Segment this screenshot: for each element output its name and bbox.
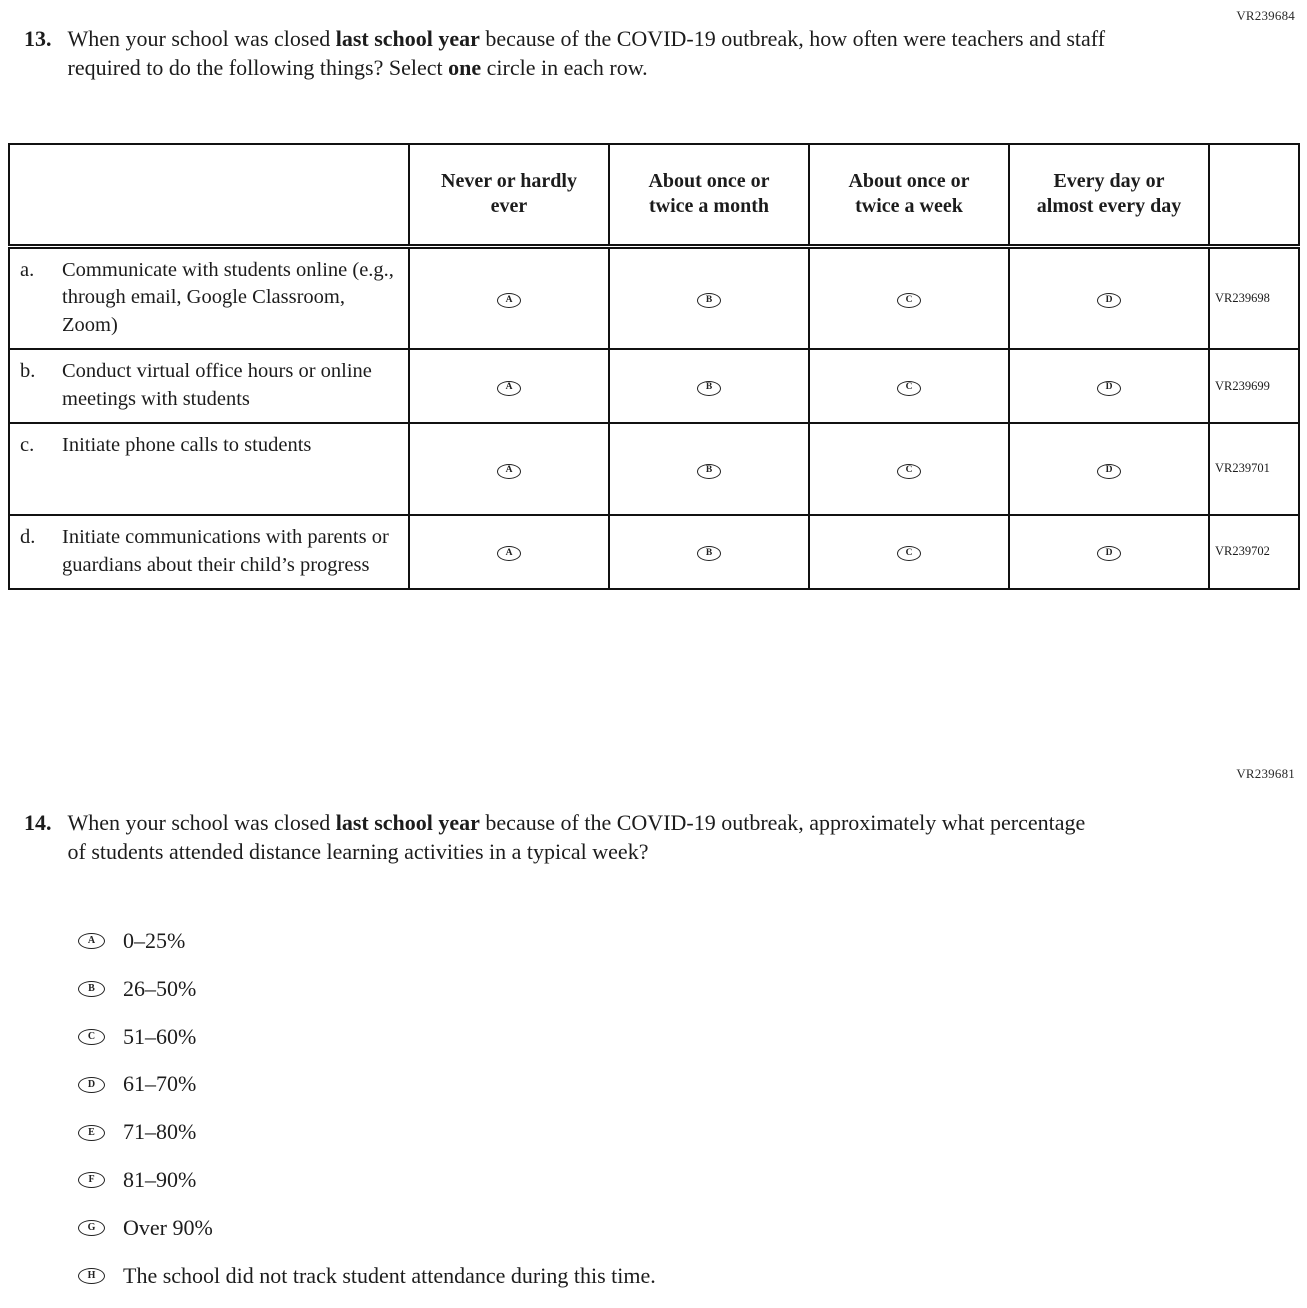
response-bubble-b[interactable] <box>697 546 721 561</box>
response-bubble-d[interactable] <box>1097 464 1121 479</box>
bubble-letter: A <box>505 294 513 305</box>
matrix-cell-c <box>809 515 1009 589</box>
question-14-text: When your school was closed last school year because of the COVID-19 outbreak, approximately what percentage of students attended distance learning activities in a typical week? <box>67 810 1086 865</box>
bubble-letter: C <box>905 465 913 476</box>
column-header-never-hardly-ever: Never or hardly ever <box>409 144 609 246</box>
bubble-letter: C <box>87 1030 96 1042</box>
response-bubble-b[interactable] <box>697 464 721 479</box>
matrix-header-code-column <box>1209 144 1299 246</box>
question-13-text: When your school was closed last school year because of the COVID-19 outbreak, how often were teachers and staff required to do the following things? Select one circle in each row. <box>67 26 1106 81</box>
answer-option-label: The school did not track student attendance during this time. <box>123 1262 656 1288</box>
bubble-letter: B <box>705 294 713 305</box>
bubble-letter: C <box>905 382 913 393</box>
matrix-cell-a <box>409 423 609 515</box>
response-bubble-b[interactable] <box>697 293 721 308</box>
answer-option <box>78 926 656 957</box>
matrix-row <box>9 515 1299 589</box>
answer-option-label: 61–70% <box>123 1071 197 1097</box>
matrix-cell-d <box>1009 246 1209 349</box>
answer-option-label: 26–50% <box>123 975 197 1001</box>
matrix-cell-d <box>1009 423 1209 515</box>
row-item-code <box>1209 515 1299 589</box>
bubble-letter: C <box>905 548 913 559</box>
response-bubble-b[interactable] <box>697 381 721 396</box>
answer-option <box>78 1117 656 1148</box>
bubble-letter: B <box>88 983 95 995</box>
matrix-cell-c <box>809 246 1009 349</box>
answer-option <box>78 974 656 1005</box>
bubble-letter: A <box>505 382 513 393</box>
response-bubble-c[interactable] <box>897 546 921 561</box>
column-header-once-twice-week: About once or twice a week <box>809 144 1009 246</box>
response-bubble-a[interactable] <box>497 293 521 308</box>
answer-option <box>78 1022 656 1053</box>
matrix-cell-c <box>809 349 1009 423</box>
response-bubble[interactable] <box>78 981 105 997</box>
response-bubble-c[interactable] <box>897 381 921 396</box>
bubble-letter: E <box>88 1126 95 1138</box>
column-header-once-twice-month: About once or twice a month <box>609 144 809 246</box>
bubble-letter: D <box>1105 465 1113 476</box>
response-bubble[interactable] <box>78 1172 105 1188</box>
response-bubble-d[interactable] <box>1097 546 1121 561</box>
row-item-code <box>1209 423 1299 515</box>
response-bubble[interactable] <box>78 933 105 949</box>
matrix-row-stub <box>9 349 409 423</box>
row-label: Initiate phone calls to students <box>62 433 312 456</box>
response-bubble[interactable] <box>78 1029 105 1045</box>
row-label: Conduct virtual office hours or online meetings with students <box>62 360 372 410</box>
row-code-text: VR239702 <box>1215 544 1270 559</box>
matrix-row <box>9 423 1299 515</box>
answer-option <box>78 1069 656 1100</box>
matrix-cell-b <box>609 515 809 589</box>
row-code-text: VR239701 <box>1215 461 1270 476</box>
matrix-row-stub <box>9 423 409 515</box>
row-letter: a. <box>20 258 35 281</box>
bubble-letter: G <box>87 1222 96 1234</box>
response-bubble-c[interactable] <box>897 464 921 479</box>
question-14-options <box>78 926 656 1308</box>
form-code-middle: VR239681 <box>1236 766 1295 781</box>
bubble-letter: A <box>87 935 96 947</box>
matrix-row-stub <box>9 246 409 349</box>
row-code-text: VR239699 <box>1215 378 1270 393</box>
question-13-number: 13. <box>24 26 52 51</box>
matrix-cell-c <box>809 423 1009 515</box>
row-letter: c. <box>20 433 35 456</box>
answer-option <box>78 1165 656 1196</box>
response-bubble[interactable] <box>78 1220 105 1236</box>
matrix-cell-b <box>609 423 809 515</box>
answer-option <box>78 1213 656 1244</box>
row-letter: d. <box>20 525 36 548</box>
row-label: Initiate communications with parents or guardians about their child’s progress <box>62 525 389 576</box>
bubble-letter: A <box>505 465 513 476</box>
answer-option-label: Over 90% <box>123 1214 213 1240</box>
bubble-letter: H <box>87 1269 96 1281</box>
response-bubble[interactable] <box>78 1077 105 1093</box>
row-item-code <box>1209 246 1299 349</box>
question-14-number: 14. <box>24 810 52 835</box>
response-bubble-d[interactable] <box>1097 293 1121 308</box>
answer-option <box>78 1261 656 1292</box>
bubble-letter: B <box>705 382 713 393</box>
matrix-cell-a <box>409 246 609 349</box>
answer-option-label: 51–60% <box>123 1023 197 1049</box>
matrix-cell-b <box>609 349 809 423</box>
response-bubble-c[interactable] <box>897 293 921 308</box>
row-code-text: VR239698 <box>1215 290 1270 305</box>
row-label: Communicate with students online (e.g., through email, Google Classroom, Zoom) <box>62 258 394 337</box>
bubble-letter: D <box>1105 294 1113 305</box>
response-bubble[interactable] <box>78 1268 105 1284</box>
matrix-cell-d <box>1009 515 1209 589</box>
matrix-row-stub <box>9 515 409 589</box>
bubble-letter: D <box>1105 382 1113 393</box>
bubble-letter: B <box>705 548 713 559</box>
response-bubble[interactable] <box>78 1125 105 1141</box>
matrix-cell-a <box>409 515 609 589</box>
answer-option-label: 0–25% <box>123 928 186 953</box>
matrix-header-stub <box>9 144 409 246</box>
response-bubble-d[interactable] <box>1097 381 1121 396</box>
matrix-cell-d <box>1009 349 1209 423</box>
answer-option-label: 81–90% <box>123 1166 197 1192</box>
answer-option-label: 71–80% <box>123 1119 197 1145</box>
bubble-letter: B <box>705 465 713 476</box>
bubble-letter: A <box>505 548 513 559</box>
column-header-every-day: Every day or almost every day <box>1009 144 1209 246</box>
form-code-top: VR239684 <box>1236 8 1295 23</box>
row-item-code <box>1209 349 1299 423</box>
q13-response-matrix <box>8 143 1300 590</box>
matrix-cell-a <box>409 349 609 423</box>
matrix-row <box>9 246 1299 349</box>
matrix-row <box>9 349 1299 423</box>
matrix-cell-b <box>609 246 809 349</box>
row-letter: b. <box>20 360 36 383</box>
bubble-letter: D <box>87 1078 96 1090</box>
bubble-letter: F <box>88 1174 95 1186</box>
bubble-letter: C <box>905 294 913 305</box>
response-bubble-a[interactable] <box>497 546 521 561</box>
question-14 <box>24 808 1108 866</box>
response-bubble-a[interactable] <box>497 464 521 479</box>
question-13 <box>24 24 1128 82</box>
response-bubble-a[interactable] <box>497 381 521 396</box>
bubble-letter: D <box>1105 548 1113 559</box>
matrix-header-row <box>9 144 1299 246</box>
